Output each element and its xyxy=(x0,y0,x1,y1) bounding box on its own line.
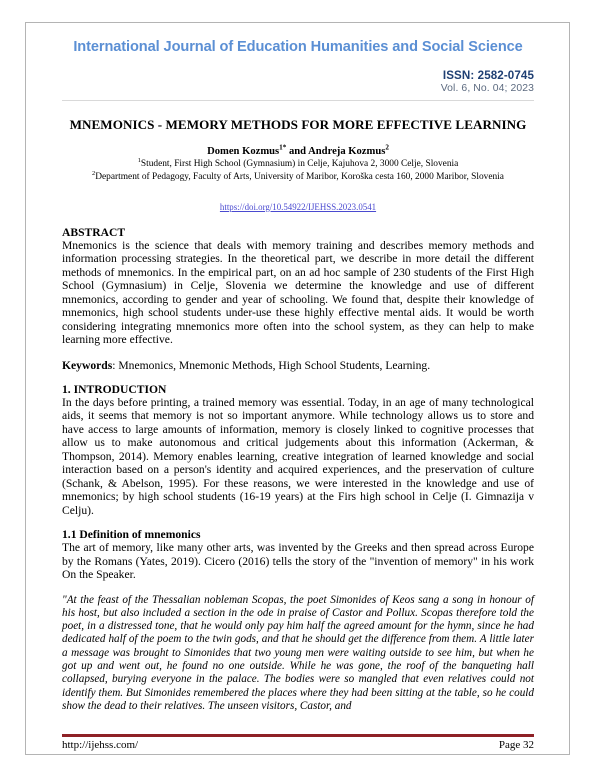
keywords-value: Mnemonics, Mnemonic Methods, High School Students, Learning. xyxy=(118,358,431,372)
introduction-heading: 1. INTRODUCTION xyxy=(62,382,167,396)
keywords-separator: : xyxy=(112,358,119,372)
block-quotation: "At the feast of the Thessalian nobleman Scopas, the poet Simonides of Keos sang a song in honour of his host, but also included a section in the ode in praise of Castor and Pollux. Scopas therefore told the poet, in a distressed tone, that he would only pay him half the agreed amount for the hymn, since he had dedicated half of the poem to the twin gods, and that he should get the difference from them. A little later a message was brought to Simonides that two young men were waiting outside to see him, but when he got up and went out, he found no one outside. While he was gone, the roof of the banqueting hall collapsed, burying everyone in the palace. The bodies were so mangled that even relatives could not identify them. But Simonides remembered the places where they had been sitting at the table, so he could show the dead to their relatives. The unseen visitors, Castor, and xyxy=(62,593,534,713)
page-content xyxy=(62,23,534,713)
issn-label: ISSN: 2582-0745 xyxy=(442,69,534,82)
affiliation-1-superscript: 1 xyxy=(137,156,141,164)
author-2-superscript: 2 xyxy=(385,143,389,152)
keywords-line xyxy=(62,359,534,372)
journal-site-url[interactable]: http://ijehss.com/ xyxy=(62,739,139,751)
affiliation-2-superscript: 2 xyxy=(92,169,96,177)
page-footer xyxy=(62,739,534,751)
doi-link[interactable]: https://doi.org/10.54922/IJEHSS.2023.0541 xyxy=(219,201,377,212)
issn-block xyxy=(62,69,534,94)
byline-conjunction: and xyxy=(286,146,309,157)
header-divider xyxy=(62,100,534,101)
affiliation-line-1 xyxy=(62,156,534,171)
doi-container xyxy=(62,197,534,215)
volume-issue-label: Vol. 6, No. 04; 2023 xyxy=(440,83,534,94)
journal-title: International Journal of Education Humanities and Social Science xyxy=(73,39,523,55)
introduction-text: In the days before printing, a trained memory was essential. Today, in an age of many technological aids, it seems that memory is not so important anymore. While technology allows us to store and have access to large amounts of information, memory is closely linked to cognitive processes that allow us to make autonomous and critical judgements about this information (Ackerman, & Thompson, 2014). Memory enables learning, creative integration of learned knowledge and social interaction based on a person's identity and acquired experiences, and the preservation of culture (Schank, & Abelson, 1995). For these reasons, we were interested in the knowledge and use of mnemonics; by high school students (16-19 years) at the Firs high school in Celje (I. Gimnazija v Celju). xyxy=(62,395,534,517)
keywords-label: Keywords xyxy=(62,358,113,372)
page-number: Page 32 xyxy=(498,739,534,751)
author-name-1: Domen Kozmus xyxy=(207,146,280,157)
paper-title: MNEMONICS - MEMORY METHODS FOR MORE EFFECTIVE LEARNING xyxy=(69,117,527,132)
abstract-text: Mnemonics is the science that deals with memory training and describes memory methods and information processing strategies. In the theoretical part, we describe in more detail the different methods of mnemonics. In the empirical part, on an ad hoc sample of 230 students of the First High School (Gymnasium) in Celje, Slovenia we determine the knowledge and use of different mnemonics, according to gender and year of schooling. We found that, despite their knowledge of mnemonics, high school students under-use these highly effective mental aids. It would be worth considering integrating mnemonics more often into the school system, as they can help to make learning more effective. xyxy=(62,238,534,346)
affiliation-2-text: Department of Pedagogy, Faculty of Arts, University of Maribor, Koroška cesta 160, 2000 Maribor, Slovenia xyxy=(95,171,504,182)
author-byline xyxy=(62,143,534,157)
author-1-superscript: 1* xyxy=(279,143,287,152)
footer-divider xyxy=(62,734,534,737)
affiliation-line-2 xyxy=(62,169,534,184)
definition-heading: 1.1 Definition of mnemonics xyxy=(62,528,201,541)
abstract-heading: ABSTRACT xyxy=(62,225,126,239)
affiliation-1-text: Student, First High School (Gymnasium) in Celje, Kajuhova 2, 3000 Celje, Slovenia xyxy=(140,158,459,169)
document-page xyxy=(25,22,570,755)
definition-text: The art of memory, like many other arts, was invented by the Greeks and then spread across Europe by the Romans (Yates, 2019). Cicero (2016) tells the story of the "invention of memory" in his work On the Speaker. xyxy=(62,541,534,581)
author-name-2: Andreja Kozmus xyxy=(308,146,386,157)
